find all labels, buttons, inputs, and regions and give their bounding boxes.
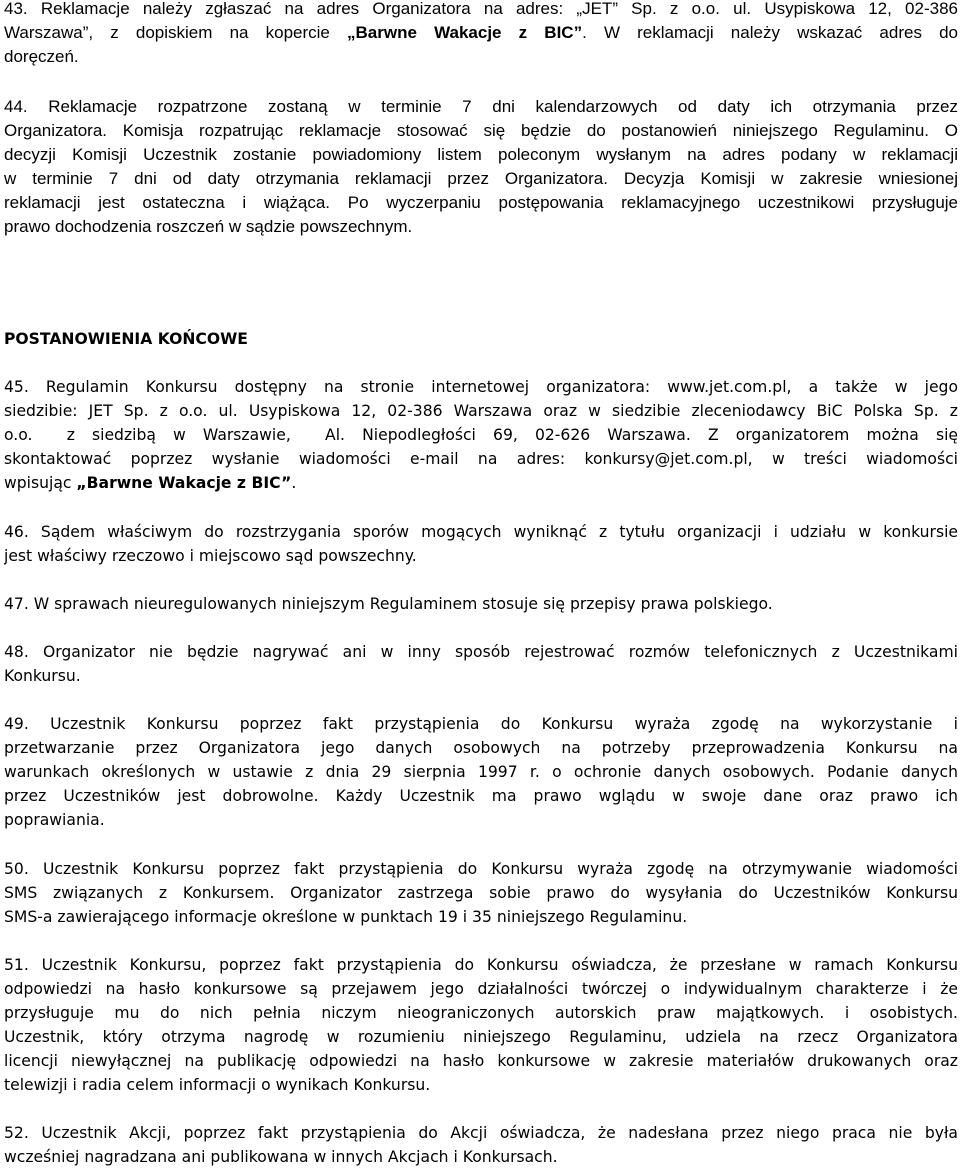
paragraph-47	[4, 592, 958, 616]
paragraph-44	[4, 95, 958, 240]
paragraph-line: wcześniej nagradzana ani publikowana w innych Akcjach i Konkursach.	[4, 1148, 558, 1167]
paragraph-line: prawo dochodzenia roszczeń w sądzie powszechnym.	[4, 217, 413, 237]
paragraph-45	[4, 375, 958, 495]
paragraph-line: telewizji i radia celem informacji o wynikach Konkursu.	[4, 1076, 431, 1095]
paragraph-line: reklamacji jest ostateczna i wiążąca. Po wyczerpaniu postępowania reklamacyjnego uczestnikowi przysługuje	[4, 193, 958, 213]
paragraph-line: 43. Reklamacje należy zgłaszać na adres Organizatora na adres: „JET” Sp. z o.o. ul. Usypiskowa 12, 02-386	[4, 0, 958, 18]
paragraph-line: 44. Reklamacje rozpatrzone zostaną w terminie 7 dni kalendarzowych od daty ich otrzymania przez	[4, 97, 958, 116]
paragraph-line: 45. Regulamin Konkursu dostępny na stronie internetowej organizatora: www.jet.com.pl, a także w jego	[4, 378, 958, 396]
campaign-name: „Barwne Wakacje z BIC”	[76, 474, 292, 493]
paragraph-line: wpisując „Barwne Wakacje z BIC”.	[4, 474, 297, 493]
paragraph-line: 50. Uczestnik Konkursu poprzez fakt przystąpienia do Konkursu wyraża zgodę na otrzymywanie wiadomości	[4, 860, 958, 878]
paragraph-line: SMS związanych z Konkursem. Organizator zastrzega sobie prawo do wysyłania do Uczestników Konkursu	[4, 884, 958, 903]
paragraph-line: 51. Uczestnik Konkursu, poprzez fakt przystąpienia do Konkursu oświadcza, że przesłane w ramach Konkursu	[4, 956, 958, 974]
paragraph-line: siedzibie: JET Sp. z o.o. ul. Usypiskowa 12, 02-386 Warszawa oraz w siedzibie zleceniodawcy BiC Polska Sp. z	[4, 402, 958, 421]
paragraph-line: Konkursu.	[4, 667, 81, 686]
section-heading: POSTANOWIENIA KOŃCOWE	[4, 330, 248, 348]
paragraph-line: jest właściwy rzeczowo i miejscowo sąd powszechny.	[4, 547, 417, 566]
paragraph-line: SMS-a zawierającego informacje określone w punktach 19 i 35 niniejszego Regulaminu.	[4, 908, 688, 927]
paragraph-line: skontaktować poprzez wysłanie wiadomości e-mail na adres: konkursy@jet.com.pl, w treści wiadomości	[4, 450, 958, 469]
paragraph-line: 46. Sądem właściwym do rozstrzygania sporów mogących wyniknąć z tytułu organizacji i udziału w konkursie	[4, 523, 958, 541]
campaign-name: „Barwne Wakacje z BIC”	[347, 23, 583, 43]
paragraph-52	[4, 1121, 958, 1169]
paragraph-50	[4, 857, 958, 929]
paragraph-line: doręczeń.	[4, 47, 79, 67]
paragraph-line: decyzji Komisji Uczestnik zostanie powiadomiony listem poleconym wysłanym na adres podany w reklamacji	[4, 145, 958, 165]
paragraph-line: o.o. z siedzibą w Warszawie, Al. Niepodległości 69, 02-626 Warszawa. Z organizatorem można się	[4, 426, 958, 445]
paragraph-line: w terminie 7 dni od daty otrzymania reklamacji przez Organizatora. Decyzja Komisji w zakresie wniesionej	[4, 169, 958, 189]
paragraph-51	[4, 953, 958, 1098]
paragraph-line: licencji niewyłącznej na publikację odpowiedzi na hasło konkursowe w zakresie materiałów drukowanych oraz	[4, 1052, 958, 1071]
paragraph-line: 48. Organizator nie będzie nagrywać ani w inny sposób rejestrować rozmów telefonicznych z Uczestnikami	[4, 643, 958, 661]
paragraph-line: odpowiedzi na hasło konkursowe są przejawem jego działalności twórczej o indywidualnym charakterze i że	[4, 980, 958, 999]
paragraph-line: przysługuje mu do nich pełnia niczym nieograniczonych autorskich praw majątkowych. i osobistych.	[4, 1004, 958, 1023]
paragraph-49	[4, 712, 958, 832]
paragraph-line: poprawiania.	[4, 811, 105, 830]
paragraph-line: 52. Uczestnik Akcji, poprzez fakt przystąpienia do Akcji oświadcza, że nadesłana przez niego praca nie była	[4, 1124, 958, 1142]
paragraph-line: 49. Uczestnik Konkursu poprzez fakt przystąpienia do Konkursu wyraża zgodę na wykorzystanie i	[4, 715, 958, 733]
paragraph-line: Uczestnik, który otrzyma nagrodę w rozumieniu niniejszego Regulaminu, udziela na rzecz Organizatora	[4, 1028, 958, 1047]
paragraph-line: 47. W sprawach nieuregulowanych niniejszym Regulaminem stosuje się przepisy prawa polskiego.	[4, 595, 773, 613]
paragraph-line: Organizatora. Komisja rozpatrując reklamacje stosować się będzie do postanowień niniejszego Regulaminu. O	[4, 121, 958, 141]
paragraph-48	[4, 640, 958, 688]
paragraph-line: przez Uczestników jest dobrowolne. Każdy Uczestnik ma prawo wglądu w swoje dane oraz prawo ich	[4, 787, 958, 806]
paragraph-line: przetwarzanie przez Organizatora jego danych osobowych na potrzeby przeprowadzenia Konkursu na	[4, 739, 958, 758]
paragraph-line: warunkach określonych w ustawie z dnia 29 sierpnia 1997 r. o ochronie danych osobowych. Podanie danych	[4, 763, 958, 782]
paragraph-43	[4, 0, 958, 69]
paragraph-46	[4, 520, 958, 568]
paragraph-line: Warszawa”, z dopiskiem na kopercie „Barwne Wakacje z BIC”. W reklamacji należy wskazać adres do	[4, 23, 958, 43]
